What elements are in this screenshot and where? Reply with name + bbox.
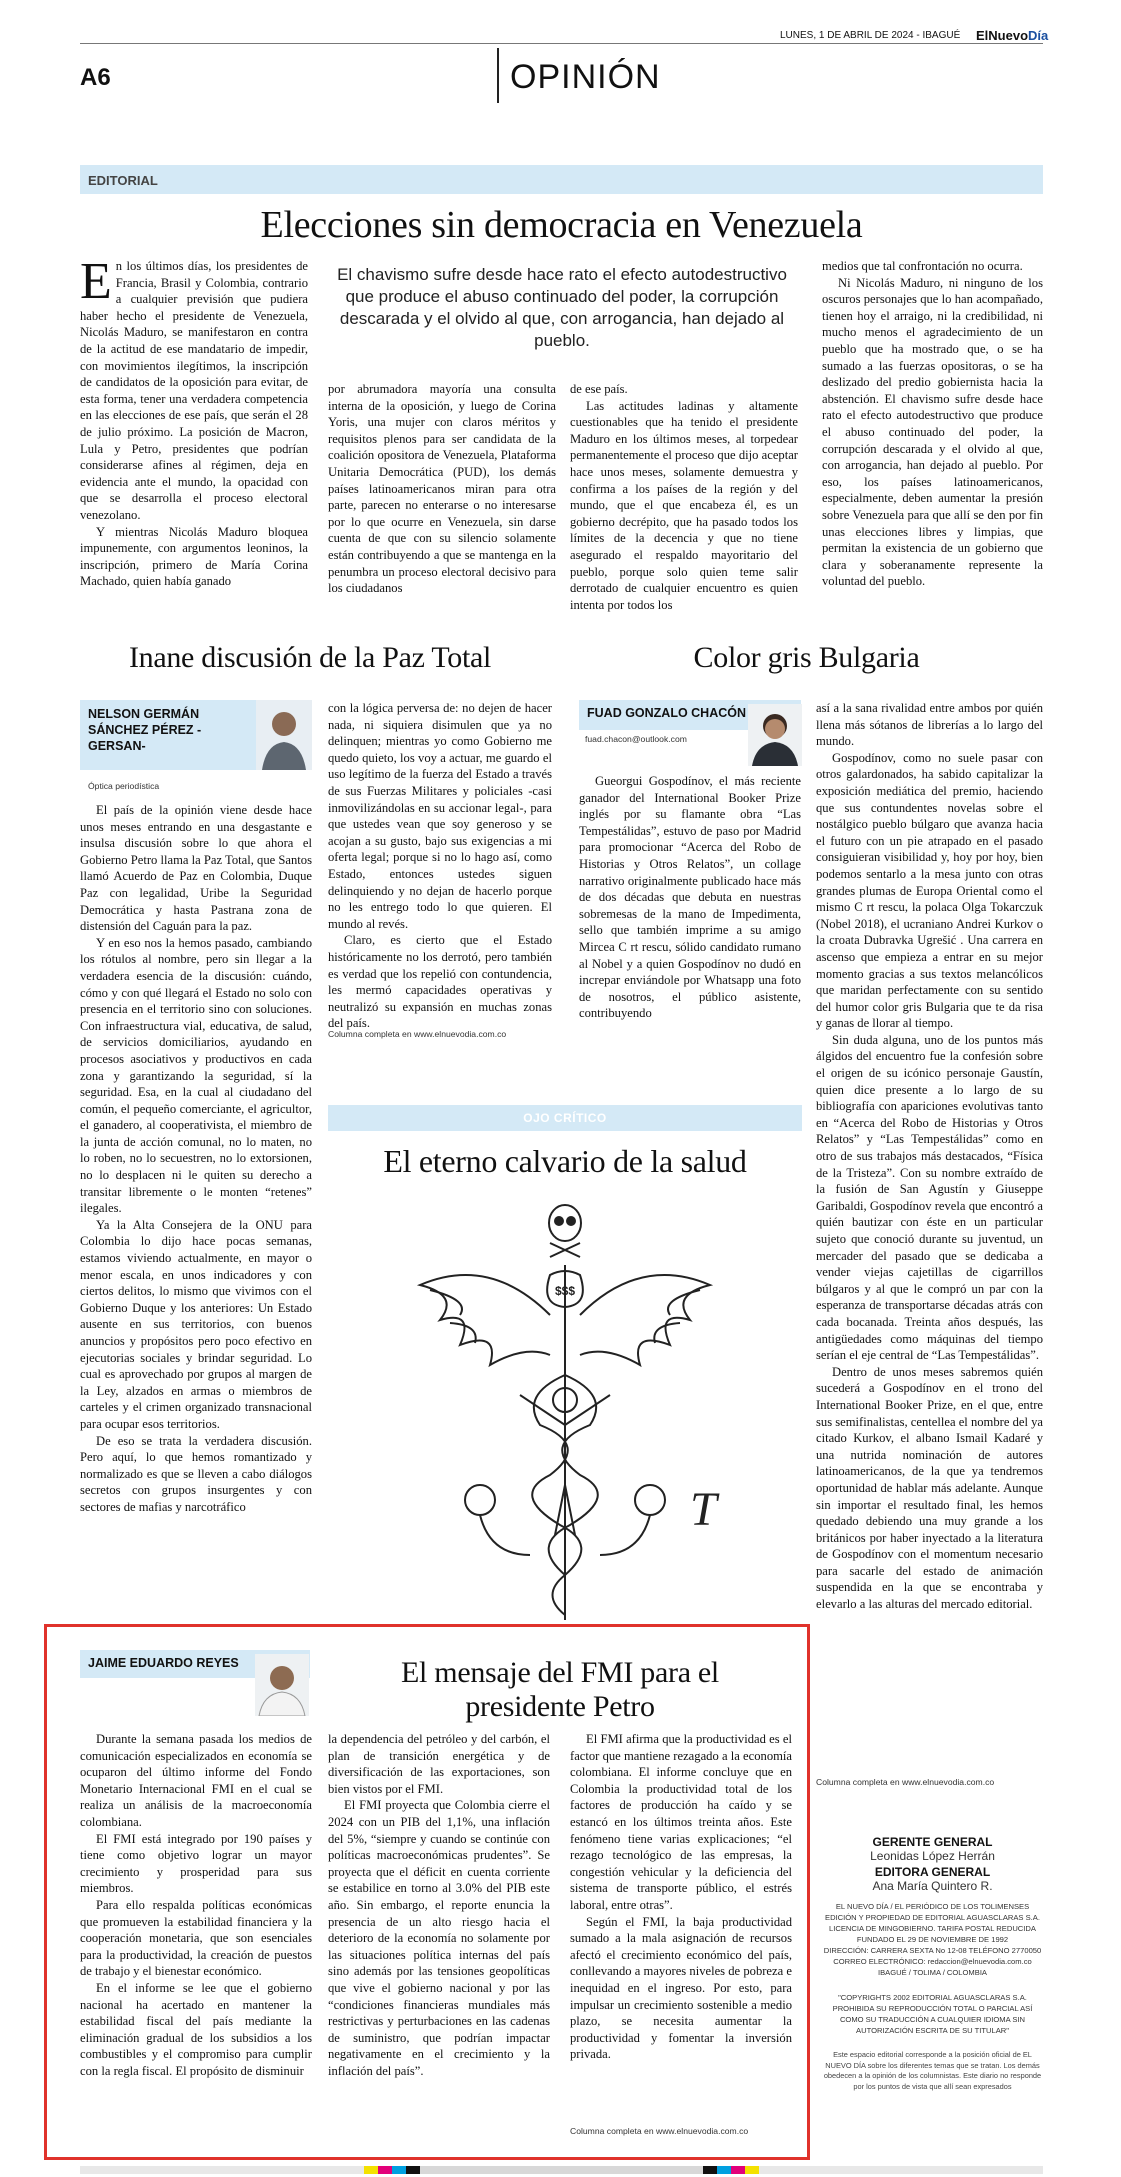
portrait-icon [748, 704, 802, 766]
editorial-col-2: por abrumadora mayoría una consulta interna de la oposición, y luego de Corina Yoris, una mujer con claros méritos y requisitos plenos para ser candidata de la coalición opositora de Venezuela, Plataforma Unitaria Democrática (PUD), los demás países latinoamericanos miran para otra parte, parecen no enterarse o no interesarse por lo que ocurre en Venezuela, sin darse cuenta de que con su silencio solamente están contribuyendo a que se mantenga en la penumbra un proceso electoral decisivo para los ciudadanos [328, 382, 556, 596]
portrait-icon [255, 1654, 309, 1716]
section-title: OPINIÓN [510, 58, 661, 96]
header-rule [80, 43, 1043, 44]
section-divider [497, 48, 499, 103]
editorial-col-4: medios que tal confrontación no ocurra. Ni Nicolás Maduro, ni ninguno de los oscuros personajes que lo han acompañado, tienen hoy el arraigo, ni la credibilidad, ni mucho menos el agradecimiento de un pueblo que ha mostrado que, o se ha sumado a las fuerzas opositoras, o se ha deslizado del predio gobiernista hacia la abstención. El chavismo sufre desde hace rato el efecto autodestructivo que produce el abuso continuado del poder, la corrupción descarada y el olvido al que, con arrogancia, han dejado al pueblo. Por eso, los países latinoamericanos, especialmente, deben aumentar la presión sobre Venezuela para que allí se den por fin unas elecciones libres y limpias, que permitan la existencia de un gobierno que clara y soberanamente represente la voluntad del pueblo. [822, 259, 1043, 589]
paz-column-link: Columna completa en www.elnuevodia.com.co [328, 1029, 507, 1039]
page-number: A6 [80, 64, 111, 91]
money-text: $$$ [554, 1284, 576, 1298]
cartoon-headline: El eterno calvario de la salud [383, 1143, 747, 1179]
bulgaria-email: fuad.chacon@outlook.com [585, 734, 687, 744]
paz-col-2: con la lógica perversa de: no dejen de hacer nada, ni siquiera disimulen que ya no delinquen; mientras yo como Gobierno me quedo quieto, los voy a actuar, me guardo el uso legítimo de la fuerza del Estado a través de sus Fuerzas Militares y policiales -casi inmovilizándolas en su accionar legal-, para que ustedes vean que soy generoso y se acojan a su gusto, bajo sus exigencias a mi oferta legal; porque si no lo hago así, como Estado, entonces ustedes siguen delinquiendo y no dejan de hacerlo porque no les entrego todo lo que quieren. El mundo al revés. Claro, es cierto que el Estado históricamente no los derrotó, pero también es verdad que los repelió con contundencia, les mermó capacidades operativas y neutralizó su expansión en muchas zonas del país. [328, 701, 552, 1031]
fmi-col-3: El FMI afirma que la productividad es el factor que mantiene rezagado a la economía colombiana. El informe concluye que en Colombia la productividad total de los factores de producción ha caído y se estancó en los últimos treinta años. Este fenómeno tiene varias explicaciones; “el rezago tecnológico de las empresas, la congestión vehicular y la deficiencia del sistema de transporte público, el estrés laboral, entre otras”. Según el FMI, la baja productividad sumado a la mala asignación de recursos afectó el crecimiento económico del país, conllevando a mayores niveles de pobreza e inequidad en el ingreso. Por esto, para impulsar un crecimiento sostenible a medio plazo, se necesita aumentar la productividad y fomentar la inversión privada. [570, 1732, 792, 2062]
portrait-icon [256, 700, 312, 770]
avatar [256, 700, 312, 770]
fmi-col-1: Durante la semana pasada los medios de comunicación especializados en economía se ocuparon del último informe del Fondo Monetario Internacional FMI en el cual se realiza un análisis de la macroeconomía colombiana. El FMI está integrado por 190 países y tiene como objetivo lograr un mayor crecimiento y prosperidad para sus miembros. Para ello respalda políticas económicas que promueven la estabilidad financiera y la cooperación monetaria, que son esenciales para la productividad, la creación de puestos de trabajo y el bienestar económico. En el informe se lee que el gobierno nacional ha acertado en mantener la estabilidad fiscal del país mediante la eliminación gradual de los subsidios a los combustibles y el compromiso para cumplir con la regla fiscal. El propósito de disminuir [80, 1732, 312, 2078]
bulgaria-col-2: así a la sana rivalidad entre ambos por quién llena más sótanos de librerías a lo largo del mundo. Gospodínov, como no suele pasar con otros galardonados, ha sabido capitalizar la exposición mediática del premio, haciendo que sus contundentes novelas sobre el nostálgico pueblo búlgaro que avanza hacia el futuro con un pie atrapado en el pasado consiguieran visibilidad y, hoy por hoy, bien podemos sentarlo a la mesa junto con otras grandes plumas de Europa Oriental como el mismo C rt rescu, la polaca Olga Tokarczuk (Nobel 2018), el ucraniano Andrei Kurkov o la croata Dubravka Ugrešić . Una carrera en ascenso que empieza a entrar en su mejor momento gracias a sus textos melancólicos que maridan perfectamente con su sentido del humor color gris Bulgaria que te da risa y ganas de llorar al tiempo. Sin duda alguna, uno de los puntos más álgidos del encuentro fue la confesión sobre el origen de su icónico personaje Gaustín, quien dice presente a lo largo de su bibliografía con apariciones evolutivas tanto en “Acerca del Robo de Historias y Otros Relatos” y “Las Tempestálidas” como en otro de sus trabajos más destacados, “Física de la Tristeza”. Con su nombre extraído de la fusión de San Agustín y Giuseppe Garibaldi, Gospodínov revela que encontró a quién bautizar con éste en un particular sujeto que conoció durante su juventud, un mercader del pasado que se dedicaba a vender viejas cajetillas de cigarrillos búlgaros y al que le compró un par con la esperanza de transportarse décadas atrás con cada bocanada. Treinta años después, las antigüedades como máquinas del tiempo serían el eje central de “Las Tempestálidas”. Dentro de unos meses sabremos quién sucederá a Gospodínov en el trono del International Booker Prize, en el que, entre sus semifinalistas, centellea el nombre del ya citado Kurkov, el albano Ismail Kadaré y una nutrida nominación de autores latinoamericanos, de la que ya tendremos oportunidad de hablar más adelante. Aunque sin importar el resultado final, les hemos quedado debiendo una muy grande a los británicos por haber inyectado a la literatura de Gospodínov con el momentum necesario para sacarle del estado de animación suspendida en la que se encontraba y elevarlo a las alturas del mercado editorial. [816, 701, 1043, 1612]
editorial-col-3: de ese país. Las actitudes ladinas y altamente cuestionables que ha tenido el presidente Maduro en los últimos meses, al torpedear permanentemente el proceso que dijo aceptar hace unos meses, solamente demuestra y confirma a los países de la región y del mundo, que el que encabeza él, es un gobierno decrépito, que ha pasado todos los límites de la decencia y que no tiene asegurado el respaldo mayoritario del pueblo, porque solo quien teme salir derrotado de cualquier encuentro es quien intenta por todos los [570, 382, 798, 612]
fmi-headline: El mensaje del FMI para el presidente Petro [401, 1656, 719, 1723]
cartoon-signature: T [690, 1483, 717, 1536]
paz-author-role: Óptica periodística [88, 781, 160, 791]
logo: ElNuevoDía [976, 28, 1049, 43]
fmi-author-box: JAIME EDUARDO REYES [80, 1650, 310, 1678]
editorial-headline: Elecciones sin democracia en Venezuela [260, 204, 863, 246]
registration-bar [80, 2166, 1043, 2174]
editorial-col-1: En los últimos días, los presidentes de Francia, Brasil y Colombia, contrario a cualquier previsión que pudiera haber hecho el presidente de Venezuela, Nicolás Maduro, se manifestaron en contra de la actitud de ese mandatario de impedir, con movimientos ilegítimos, la inscripción de candidatos de la oposición para evitar, de esta forma, tener una verdadera competencia en las elecciones de ese país, que serán el 28 de julio próximo. La posición de Macron, Lula y Petro, presidentes que podrían considerarse afines al régimen, deja en evidencia ante el mundo, la opacidad con que se desarrolla el proceso electoral venezolano. Y mientras Nicolás Maduro bloquea impunemente, con argumentos leoninos, la inscripción, primero de María Corina Machado, quien había ganado [80, 253, 308, 589]
cartoon-illustration [400, 1195, 730, 1635]
pullquote: El chavismo sufre desde hace rato el efecto autodestructivo que produce el abuso continuado del poder, la corrupción descarada y el olvido al que, con arrogancia, han dejado al pueblo. [337, 265, 787, 350]
fmi-col-2: la dependencia del petróleo y del carbón, el plan de transición energética y de diversificación de las exportaciones, son bien vistos por el FMI. El FMI proyecta que Colombia cierre el 2024 con un PIB del 1,1%, una inflación del 5%, “siempre y cuando se continúe con políticas macroeconómicas prudentes”. Se proyecta que el déficit en cuenta corriente se estabilice en torno al 3.0% del PIB este año. Sin embargo, el reporte enuncia la presencia de un alto riesgo hacia el deterioro de la economía no solamente por las situaciones política internas del país sino además por las tensiones geopolíticas que vive el gobierno nacional y por las “condiciones financieras mundiales más restrictivas y perturbaciones en las cadenas de suministro, que podrían impactar negativamente en el crecimiento y la inflación del país”. [328, 1732, 550, 2078]
paz-headline: Inane discusión de la Paz Total [128, 641, 492, 674]
paz-author-box: NELSON GERMÁN SÁNCHEZ PÉREZ -GERSAN- [80, 700, 312, 770]
dateline: LUNES, 1 DE ABRIL DE 2024 - IBAGUÉ [780, 30, 961, 41]
fmi-avatar [255, 1654, 309, 1716]
bulgaria-author-box: FUAD GONZALO CHACÓN [579, 700, 801, 730]
fmi-column-link: Columna completa en www.elnuevodia.com.co [570, 2126, 749, 2136]
cartoon-label-bar: OJO CRÍTICO [328, 1105, 802, 1131]
bulgaria-column-link: Columna completa en www.elnuevodia.com.co [816, 1777, 995, 1787]
masthead: GERENTE GENERAL Leonidas López Herrán EDITORA GENERAL Ana María Quintero R. EL NUEVO DÍA / EL PERIÓDICO DE LOS TOLIMENSES EDICIÓN Y PROPIEDAD DE EDITORIAL AGUASCLARAS S.A. LICENCIA DE MINGOBIERNO. TARIFA POSTAL REDUCIDA FUNDADO EL 29 DE NOVIEMBRE DE 1992 DIRECCIÓN: CARRERA SEXTA No 12-08 TELÉFONO 2770050 CORREO ELECTRÓNICO: redaccion@elnuevodia.com.co IBAGUÉ / TOLIMA / COLOMBIA "COPYRIGHTS 2002 EDITORIAL AGUASCLARAS S.A. PROHIBIDA SU REPRODUCCIÓN TOTAL O PARCIAL ASÍ COMO SU TRADUCCIÓN A CUALQUIER IDIOMA SIN AUTORIZACIÓN ESCRITA DE SU TITULAR" Este espacio editorial corresponde a la posición oficial de EL NUEVO DÍA sobre los diferentes temas que se tratan. Los demás obedecen a la opinión de los columnistas. Este diario no responde por los puntos de vista que allí sean expresados [823, 1835, 1042, 2091]
dropcap: E [80, 253, 112, 310]
bulgaria-col-1: Gueorgui Gospodínov, el más reciente ganador del International Booker Prize inglés por su flamante obra “Las Tempestálidas”, estuvo de paso por Madrid para promocionar “Acerca del Robo de Historias y Otros Relatos”, un collage narrativo originalmente publicado hace más de dos décadas que debuta en nuestras sobremesas de la mano de Impedimenta, sello que también imprime a su amigo Mircea C rt rescu, sólido candidato rumano al Nobel y a quien Gospodínov no dudó en increpar enviándole por Whatsapp una foto de nosotros, el público asistente, contribuyendo [579, 774, 801, 1021]
bulgaria-headline: Color gris Bulgaria [693, 641, 920, 674]
paz-col-1: El país de la opinión viene desde hace unos meses entrando en una desgastante e insulsa discusión sobre lo que ahora el Gobierno Petro llama la Paz Total, que Santos llamó Acuerdo de Paz en Colombia, Duque Paz con legalidad, Uribe la Seguridad Democrática y hasta Pastrana zona de distensión del Caguán para la paz. Y en eso nos la hemos pasado, cambiando los rótulos al nombre, pero sin llegar a la verdadera esencia de la discusión: cuándo, cómo y con qué llegará el Estado no solo con presencia en el territorio sino con soluciones. Con infraestructura vial, educativa, de salud, de servicios domiciliarios, ayudando en procesos asociativos y productivos en cada zona y garantizando la seguridad, sí la seguridad. Esa, en la cual al ciudadano del común, el pequeño comerciante, el agricultor, el ganadero, al cooperativista, el miembro de la junta de acción comunal, no lo maten, no lo roben, no lo secuestren, no lo extorsionen, no lo desplacen ni le quiten su derecho a transitar libremente o le monten “retenes” ilegales. Ya la Alta Consejera de la ONU para Colombia lo dijo hace pocas semanas, estamos viviendo actualmente, en mayor o menor escala, en unos indicadores y con ciertos delitos, lo mismo que vivimos con el Gobierno Duque y los anteriores: Un Estado ausente en sus territorios, con buenos anuncios y propósitos pero poco efectivo en ejecutorias sociales y brindar seguridad. Lo cual es aprovechado por grupos al margen de la Ley, alzados en armas o miembros de carteles y el crimen organizado transnacional para ocupar esos territorios. De eso se trata la verdadera discusión. Pero aquí, lo que hemos romantizado y normalizado es que se lleven a cabo diálogos secretos con grupos insurgentes y con sectores de mafias y narcotráfico [80, 803, 312, 1514]
bulgaria-avatar [748, 704, 802, 766]
editorial-label-bar: EDITORIAL [80, 165, 1043, 194]
